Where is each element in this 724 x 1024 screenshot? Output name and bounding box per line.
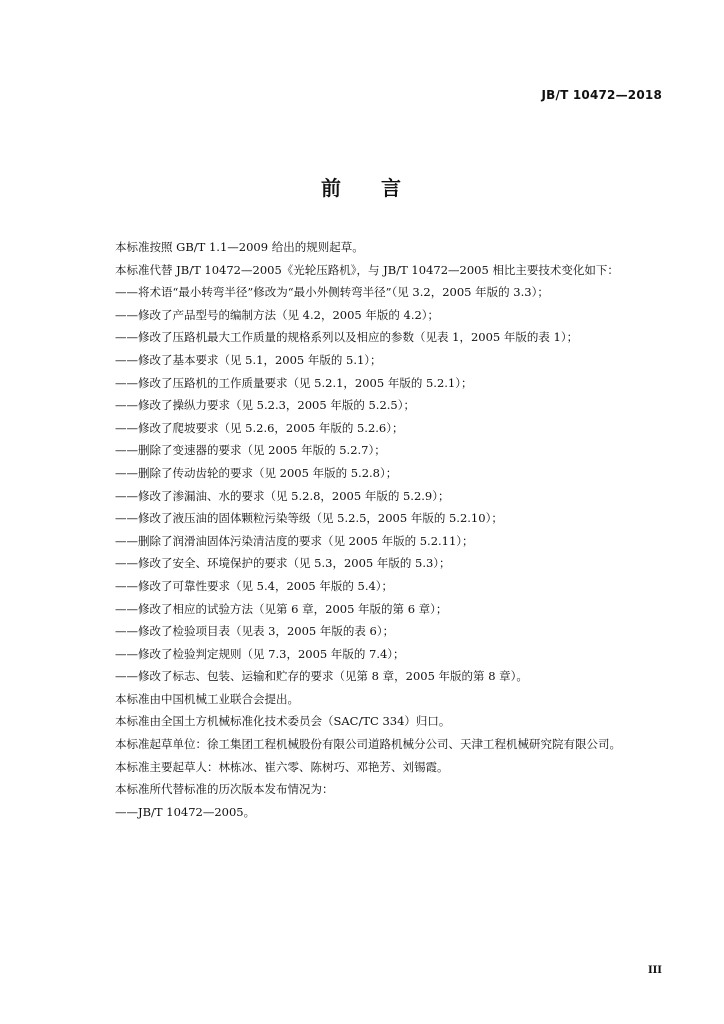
foreword-body <box>88 236 660 823</box>
paragraph: 本标准由中国机械工业联合会提出。 <box>115 691 299 706</box>
change-list-item: ——将术语“最小转弯半径”修改为“最小外侧转弯半径”（见 3.2，2005 年版的 3.3）； <box>115 285 549 300</box>
change-list-item: ——修改了检验判定规则（见 7.3，2005 年版的 7.4）； <box>115 646 405 661</box>
change-list-item: ——修改了操纵力要求（见 5.2.3，2005 年版的 5.2.5）； <box>115 398 416 413</box>
change-list-item: ——修改了可靠性要求（见 5.4，2005 年版的 5.4）； <box>115 578 394 593</box>
previous-edition-item: ——JB/T 10472—2005。 <box>115 804 256 819</box>
paragraph: 本标准按照 GB/T 1.1—2009 给出的规则起草。 <box>115 240 364 254</box>
change-list-item: ——修改了标志、包装、运输和贮存的要求（见第 8 章，2005 年版的第 8 章）。 <box>115 669 528 684</box>
title-part-1: 前 <box>321 176 343 200</box>
paragraph: 本标准由全国土方机械标准化技术委员会（SAC/TC 334）归口。 <box>115 714 451 729</box>
page-number: III <box>647 965 662 976</box>
change-list-item: ——修改了爬坡要求（见 5.2.6，2005 年版的 5.2.6）； <box>115 420 404 435</box>
change-list-item: ——修改了渗漏油、水的要求（见 5.2.8，2005 年版的 5.2.9）； <box>115 488 450 503</box>
change-list-item: ——删除了变速器的要求（见 2005 年版的 5.2.7）； <box>115 443 386 458</box>
title-part-2: 言 <box>381 176 403 200</box>
change-list-item: ——修改了产品型号的编制方法（见 4.2，2005 年版的 4.2）； <box>115 307 440 322</box>
change-list-item: ——删除了润滑油固体污染清洁度的要求（见 2005 年版的 5.2.11）； <box>115 533 474 548</box>
page-title <box>0 172 724 201</box>
paragraph-drafting-units: 本标准起草单位：徐工集团工程机械股份有限公司道路机械分公司、天津工程机械研究院有限公司。 <box>115 737 621 752</box>
change-list-item: ——修改了检验项目表（见表 3，2005 年版的表 6）； <box>115 624 395 639</box>
paragraph: 本标准所代替标准的历次版本发布情况为： <box>115 782 334 797</box>
standard-code: JB/T 10472—2018 <box>541 88 662 102</box>
change-list-item: ——修改了压路机的工作质量要求（见 5.2.1，2005 年版的 5.2.1）； <box>115 375 473 390</box>
change-list-item: ——修改了基本要求（见 5.1，2005 年版的 5.1）； <box>115 352 382 367</box>
change-list-item: ——修改了液压油的固体颗粒污染等级（见 5.2.5，2005 年版的 5.2.10）； <box>115 511 503 526</box>
change-list-item: ——修改了压路机最大工作质量的规格系列以及相应的参数（见表 1，2005 年版的表 1）； <box>115 330 579 345</box>
change-list-item: ——修改了安全、环境保护的要求（见 5.3，2005 年版的 5.3）； <box>115 556 451 571</box>
change-list-item: ——修改了相应的试验方法（见第 6 章，2005 年版的第 6 章）； <box>115 601 448 616</box>
paragraph: 本标准代替 JB/T 10472—2005《光轮压路机》，与 JB/T 10472—2005 相比主要技术变化如下： <box>115 262 619 277</box>
paragraph-drafters: 本标准主要起草人：林栋冰、崔六零、陈树巧、邓艳芳、刘锡霞。 <box>115 759 449 774</box>
change-list-item: ——删除了传动齿轮的要求（见 2005 年版的 5.2.8）； <box>115 465 398 480</box>
